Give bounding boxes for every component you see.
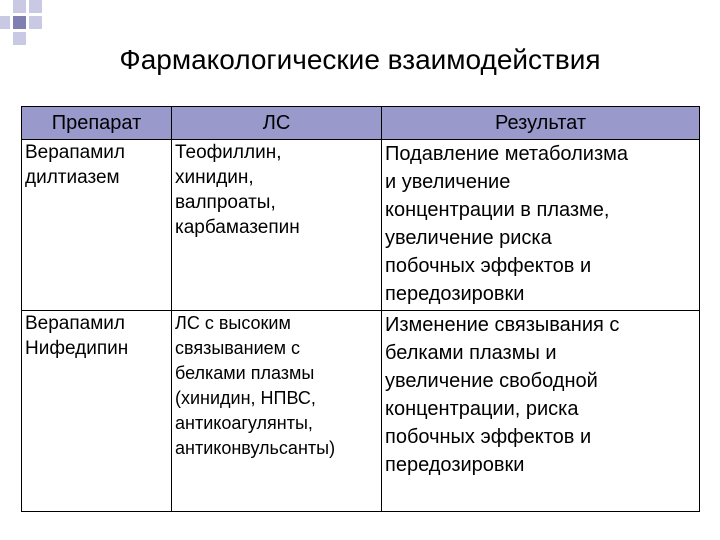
- cell-line: и увеличение: [385, 171, 511, 193]
- cell-drug: [22, 311, 172, 512]
- cell-line: Подавление метаболизма: [385, 143, 628, 165]
- cell-line: передозировки: [385, 283, 525, 305]
- cell-line: Верапамил: [25, 313, 125, 334]
- cell-line: Нифедипин: [25, 338, 129, 359]
- cell-line: дилтиазем: [25, 167, 120, 188]
- cell-line: валпроаты,: [175, 192, 276, 213]
- cell-drug: [22, 140, 172, 311]
- table-row: [22, 140, 700, 311]
- deco-square: [13, 0, 26, 13]
- table-header-row: [22, 107, 700, 140]
- cell-line: концентрации в плазме,: [385, 199, 610, 221]
- deco-square: [29, 0, 42, 13]
- cell-line: белками плазмы и: [385, 342, 557, 364]
- cell-ls: [172, 311, 382, 512]
- cell-line: Верапамил: [25, 142, 125, 163]
- header-ls: ЛС: [172, 107, 382, 140]
- cell-line: связыванием с: [175, 338, 301, 358]
- cell-line: побочных эффектов и: [385, 255, 592, 277]
- cell-line: увеличение риска: [385, 227, 552, 249]
- cell-ls: [172, 140, 382, 311]
- cell-line: хинидин,: [175, 167, 254, 188]
- cell-result: [382, 140, 700, 311]
- cell-line: увеличение свободной: [385, 370, 598, 392]
- header-result: Результат: [382, 107, 700, 140]
- deco-square: [13, 16, 26, 29]
- deco-square: [0, 16, 10, 29]
- cell-line: концентрации, риска: [385, 398, 579, 420]
- cell-line: антикоагулянты,: [175, 413, 313, 433]
- cell-line: ЛС с высоким: [175, 313, 291, 333]
- cell-line: карбамазепин: [175, 217, 300, 238]
- interactions-table: [21, 106, 700, 512]
- slide-title: Фармакологические взаимодействия: [119, 44, 601, 75]
- table-row: [22, 311, 700, 512]
- cell-line: Теофиллин,: [175, 142, 282, 163]
- cell-line: побочных эффектов и: [385, 426, 592, 448]
- cell-line: передозировки: [385, 454, 525, 476]
- cell-line: Изменение связывания с: [385, 314, 620, 336]
- cell-line: белками плазмы: [175, 363, 315, 383]
- deco-square: [29, 16, 42, 29]
- cell-result: [382, 311, 700, 512]
- cell-line: антиконвульсанты): [175, 438, 336, 458]
- header-drug: Препарат: [22, 107, 172, 140]
- cell-line: (хинидин, НПВС,: [175, 388, 316, 408]
